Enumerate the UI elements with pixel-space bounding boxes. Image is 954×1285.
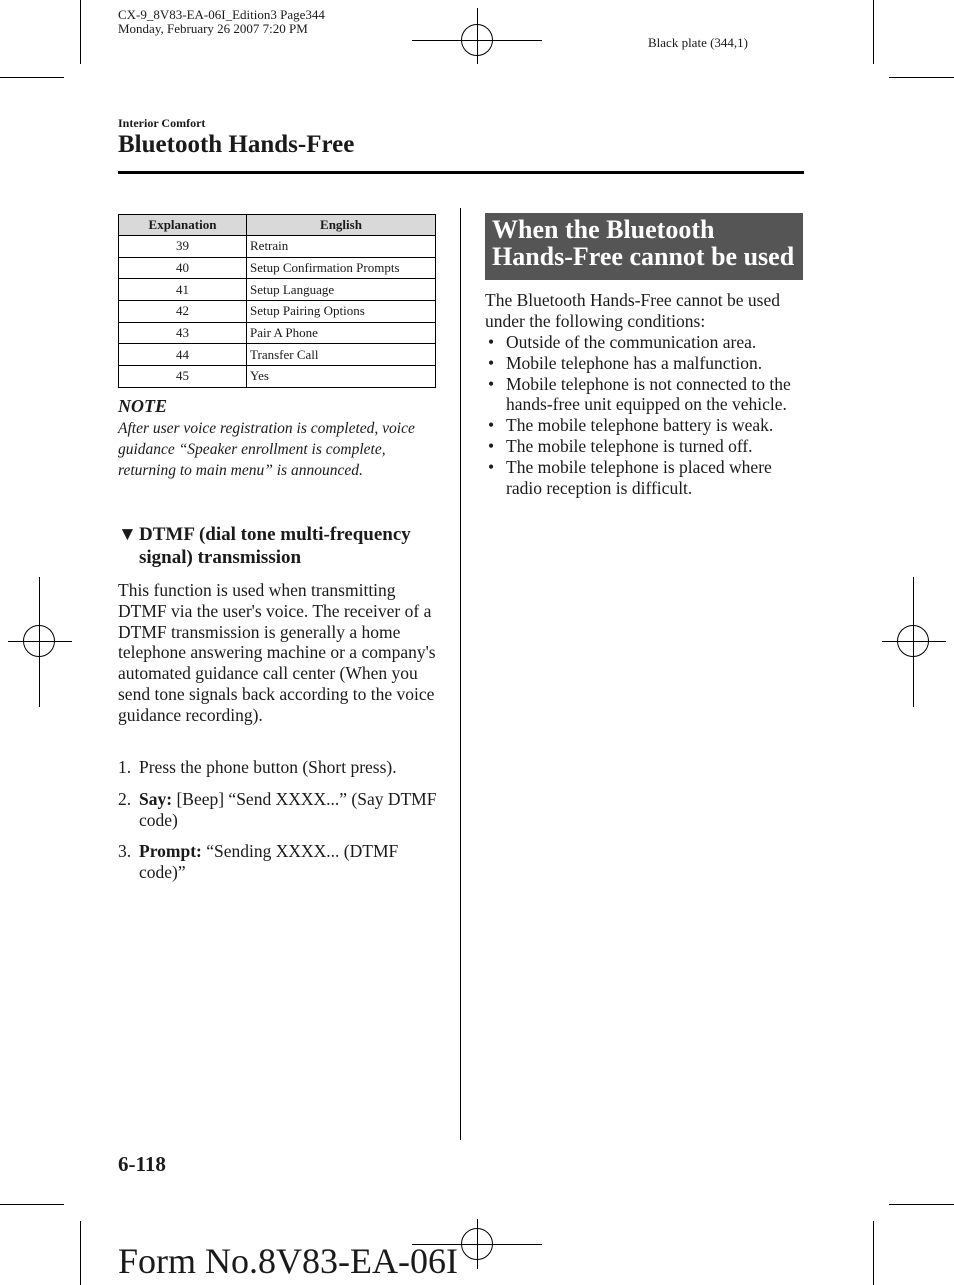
table-row xyxy=(119,344,436,366)
table-cell-command: Pair A Phone xyxy=(247,322,436,344)
bullet-icon: • xyxy=(488,456,495,477)
condition-text: Outside of the communication area. xyxy=(506,332,757,352)
table-header-explanation: Explanation xyxy=(119,215,247,236)
dtmf-paragraph: This function is used when transmitting DTMF via the user's voice. The receiver of a DTMF transmission is generally a home telephone answering machine or a company's automated guidance call center (When you send tone signals back according to the voice guidance recording). xyxy=(118,580,436,725)
condition-text: The mobile telephone is turned off. xyxy=(506,435,753,456)
table-row xyxy=(119,366,436,388)
table-cell-command: Retrain xyxy=(247,236,436,258)
table-cell-number: 40 xyxy=(119,257,247,279)
cannot-use-intro: The Bluetooth Hands-Free cannot be used under the following conditions: xyxy=(485,290,780,331)
table-cell-command: Setup Pairing Options xyxy=(247,301,436,323)
plate-label: Black plate (344,1) xyxy=(648,35,748,50)
note-body: After user voice registration is completed, voice guidance “Speaker enrollment is complete, returning to main menu” is announced. xyxy=(118,420,415,479)
step-number: 3. xyxy=(118,841,132,862)
step-label: Say: xyxy=(139,788,173,809)
crop-mark xyxy=(873,0,874,64)
list-item xyxy=(485,436,807,457)
bullet-icon: • xyxy=(488,373,495,394)
condition-text: Mobile telephone has a malfunction. xyxy=(506,352,763,373)
list-item xyxy=(485,353,807,374)
registration-mark-left xyxy=(8,577,72,707)
table-header-english: English xyxy=(247,215,436,236)
bullet-icon: • xyxy=(488,332,495,352)
table-cell-number: 44 xyxy=(119,344,247,366)
step-label: Prompt: xyxy=(139,841,202,862)
registration-mark-right xyxy=(882,577,946,707)
print-header-date: Monday, February 26 2007 7:20 PM xyxy=(118,21,308,36)
title-rule xyxy=(118,171,804,174)
bullet-icon: • xyxy=(488,415,495,436)
condition-text: The mobile telephone battery is weak. xyxy=(506,415,774,436)
list-item xyxy=(485,374,807,416)
table-cell-command: Transfer Call xyxy=(247,344,436,366)
table-cell-number: 39 xyxy=(119,236,247,258)
crop-mark xyxy=(873,1221,874,1285)
section-label: Interior Comfort xyxy=(118,116,206,130)
section-title-box: When the Bluetooth Hands-Free cannot be used xyxy=(485,213,803,280)
bullet-icon: • xyxy=(488,352,495,373)
table-cell-number: 41 xyxy=(119,279,247,301)
condition-text: Mobile telephone is not connected to the hands-free unit equipped on the vehicle. xyxy=(506,373,791,415)
dtmf-heading xyxy=(118,523,448,569)
dtmf-steps xyxy=(118,757,440,894)
command-table xyxy=(118,214,436,388)
step-text: Press the phone button (Short press). xyxy=(139,757,397,777)
conditions-list xyxy=(485,332,807,498)
registration-mark-top xyxy=(412,8,542,64)
step-number: 1. xyxy=(118,757,132,777)
bullet-icon: • xyxy=(488,435,495,456)
column-divider xyxy=(460,208,461,1140)
table-row xyxy=(119,322,436,344)
crop-mark xyxy=(889,1204,954,1205)
crop-mark xyxy=(889,77,954,78)
crop-mark xyxy=(80,0,81,64)
table-cell-number: 43 xyxy=(119,322,247,344)
triangle-down-icon: ▼ xyxy=(118,524,137,545)
dtmf-heading-text: DTMF (dial tone multi-frequency signal) transmission xyxy=(139,524,411,568)
page-title: Bluetooth Hands-Free xyxy=(118,131,355,158)
step-number: 2. xyxy=(118,788,132,809)
table-cell-number: 42 xyxy=(119,301,247,323)
table-row xyxy=(119,257,436,279)
list-item xyxy=(118,841,440,883)
table-cell-number: 45 xyxy=(119,366,247,388)
table-row xyxy=(119,279,436,301)
list-item xyxy=(485,332,807,353)
step-text: [Beep] “Send XXXX...” (Say DTMF code) xyxy=(139,788,437,830)
list-item xyxy=(485,457,807,499)
crop-mark xyxy=(0,1204,64,1205)
print-header xyxy=(118,8,325,36)
page-number: 6-118 xyxy=(118,1152,166,1176)
print-header-file: CX-9_8V83-EA-06I_Edition3 Page344 xyxy=(118,7,325,22)
table-cell-command: Setup Confirmation Prompts xyxy=(247,257,436,279)
list-item xyxy=(118,757,440,778)
table-row xyxy=(119,301,436,323)
crop-mark xyxy=(80,1221,81,1285)
form-number: Form No.8V83-EA-06I xyxy=(118,1241,458,1281)
table-cell-command: Yes xyxy=(247,366,436,388)
table-cell-command: Setup Language xyxy=(247,279,436,301)
condition-text: The mobile telephone is placed where radio reception is difficult. xyxy=(506,456,772,498)
crop-mark xyxy=(0,77,64,78)
list-item xyxy=(485,415,807,436)
list-item xyxy=(118,789,440,831)
step-text: “Sending XXXX... (DTMF code)” xyxy=(139,841,399,883)
note-heading: NOTE xyxy=(118,396,167,416)
table-row xyxy=(119,236,436,258)
